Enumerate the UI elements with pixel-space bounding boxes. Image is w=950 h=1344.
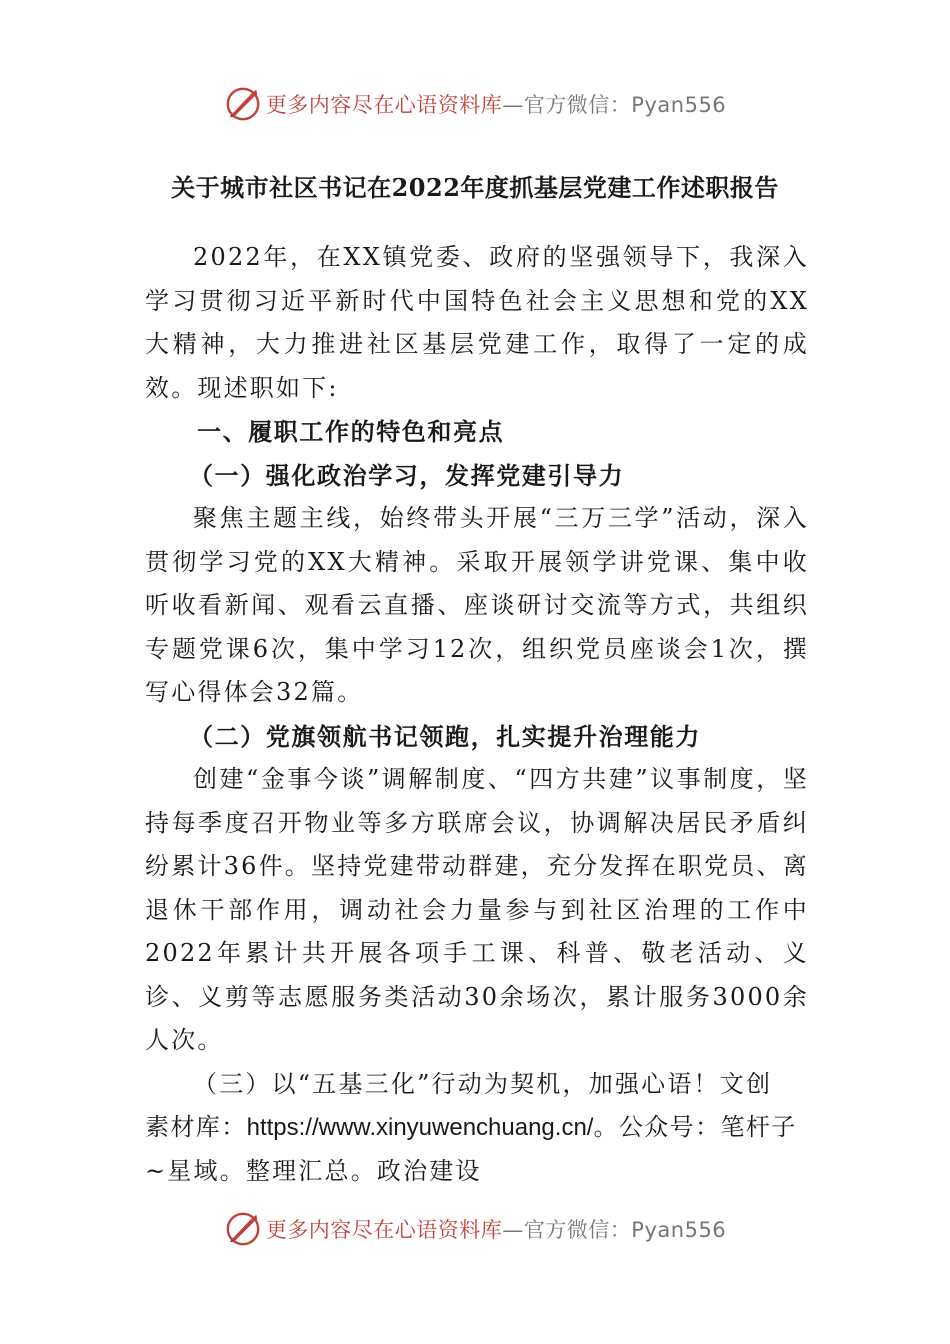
section-heading: 一、履职工作的特色和亮点 — [197, 417, 505, 446]
subsection-body-1: 聚焦主题主线，始终带头开展“三万三学”活动，深入贯彻学习党的XX大精神。采取开展领学讲党课、集中收听收看新闻、观看云直播、座谈研讨交流等方式，共组织专题党课6次，集中学习12次，组织党员座谈会1次，撰写心得体会32篇。 — [145, 504, 809, 706]
banner-main-text: 更多内容尽在心语资料库 — [265, 1218, 503, 1242]
banner-main-text: 更多内容尽在心语资料库 — [265, 93, 503, 117]
footer-watermark-banner — [0, 1209, 950, 1249]
quill-pen-icon — [224, 85, 262, 123]
document-body — [145, 236, 809, 1193]
subsection-3-line-1: （三）以“五基三化”行动为契机，加强心语！文创 — [193, 1069, 773, 1098]
header-watermark-banner — [0, 84, 950, 124]
banner-sub-text: —官方微信：Pyan556 — [502, 1218, 727, 1242]
subsection-body-2: 创建“金事今谈”调解制度、“四方共建”议事制度，坚持每季度召开物业等多方联席会议，协调解决居民矛盾纠纷累计36件。坚持党建带动群建，充分发挥在职党员、离退休干部作用，调动社会力量参与到社区治理的工作中2022年累计共开展各项手工课、科普、敬老活动、义诊、义剪等志愿服务类活动30余场次，累计服务3000余人次。 — [145, 765, 809, 1054]
subsection-3-line-3: ~星域。整理汇总。政治建设 — [145, 1156, 482, 1185]
subsection-heading-2: （二）党旗领航书记领跑，扎实提升治理能力 — [189, 721, 701, 751]
account-label: 。公众号：笔杆子 — [593, 1113, 797, 1141]
quill-pen-icon — [224, 1210, 262, 1248]
subsection-heading-1: （一）强化政治学习，发挥党建引导力 — [189, 460, 625, 490]
intro-paragraph: 2022年，在XX镇党委、政府的坚强领导下，我深入学习贯彻习近平新时代中国特色社会主义思想和党的XX大精神，大力推进社区基层党建工作，取得了一定的成效。现述职如下: — [145, 243, 809, 402]
document-title: 关于城市社区书记在2022年度抓基层党建工作述职报告 — [171, 173, 779, 202]
subsection-3-line-2 — [145, 1106, 809, 1150]
library-url-link[interactable]: https://www.xinyuwenchuang.cn/ — [246, 1114, 594, 1141]
library-label: 素材库： — [145, 1113, 247, 1141]
banner-sub-text: —官方微信：Pyan556 — [502, 93, 727, 117]
